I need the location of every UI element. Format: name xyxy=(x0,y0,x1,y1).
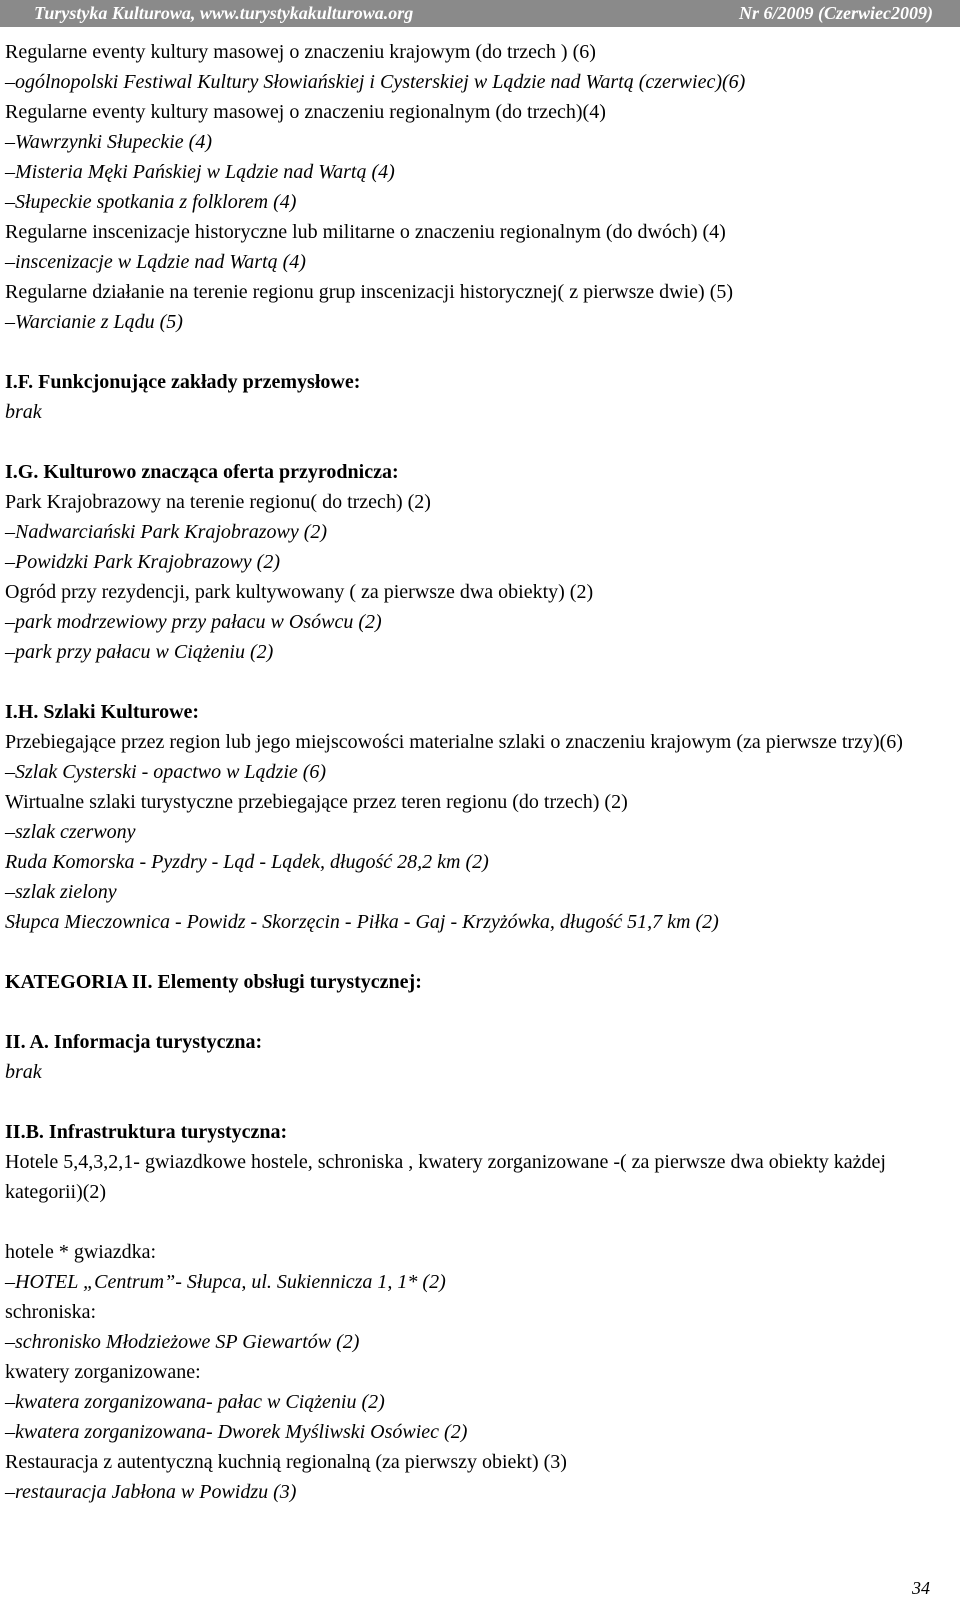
value-line: brak xyxy=(5,401,42,423)
section-heading: II.B. Infrastruktura turystyczna: xyxy=(5,1121,288,1143)
subcategory-label: hotele * gwiazdka: xyxy=(5,1241,157,1263)
page-body xyxy=(5,37,950,1507)
criterion-line: Restauracja z autentyczną kuchnią regionalną (za pierwszy obiekt) (3) xyxy=(5,1451,567,1473)
item-line: – szlak zielony xyxy=(5,877,950,907)
item-line: – ogólnopolski Festiwal Kultury Słowiańskiej i Cysterskiej w Lądzie nad Wartą (czerwiec)(6) xyxy=(5,67,950,97)
item-line: – kwatera zorganizowana- Dworek Myśliwski Osówiec (2) xyxy=(5,1417,950,1447)
criterion-line: Regularne eventy kultury masowej o znaczeniu regionalnym (do trzech)(4) xyxy=(5,101,606,123)
item-line: – restauracja Jabłona w Powidzu (3) xyxy=(5,1477,950,1507)
item-line: – Powidzki Park Krajobrazowy (2) xyxy=(5,547,950,577)
item-line: – Nadwarciański Park Krajobrazowy (2) xyxy=(5,517,950,547)
section-heading: I.G. Kulturowo znacząca oferta przyrodnicza: xyxy=(5,461,399,483)
item-line: – Wawrzynki Słupeckie (4) xyxy=(5,127,950,157)
item-line: – Warcianie z Lądu (5) xyxy=(5,307,950,337)
criterion-line: Wirtualne szlaki turystyczne przebiegające przez teren regionu (do trzech) (2) xyxy=(5,791,628,813)
route-line: Ruda Komorska - Pyzdry - Ląd - Lądek, długość 28,2 km (2) xyxy=(5,851,489,873)
subcategory-label: kwatery zorganizowane: xyxy=(5,1361,201,1383)
criterion-line: Regularne eventy kultury masowej o znaczeniu krajowym (do trzech ) (6) xyxy=(5,41,596,63)
route-line: Słupca Mieczownica - Powidz - Skorzęcin - Piłka - Gaj - Krzyżówka, długość 51,7 km (2) xyxy=(5,911,719,933)
criterion-line: Ogród przy rezydencji, park kultywowany ( za pierwsze dwa obiekty) (2) xyxy=(5,581,594,603)
item-line: – schronisko Młodzieżowe SP Giewartów (2) xyxy=(5,1327,950,1357)
criterion-line: Regularne inscenizacje historyczne lub militarne o znaczeniu regionalnym (do dwóch) (4) xyxy=(5,221,726,243)
value-line: brak xyxy=(5,1061,42,1083)
item-line: – Słupeckie spotkania z folklorem (4) xyxy=(5,187,950,217)
section-heading: I.H. Szlaki Kulturowe: xyxy=(5,701,200,723)
criterion-line: Hotele 5,4,3,2,1- gwiazdkowe hostele, schroniska , kwatery zorganizowane -( za pierwsze dwa obiekty każdej kategorii)(2) xyxy=(5,1151,886,1203)
item-line: – Misteria Męki Pańskiej w Lądzie nad Wartą (4) xyxy=(5,157,950,187)
item-line: – kwatera zorganizowana- pałac w Ciążeniu (2) xyxy=(5,1387,950,1417)
section-heading: II. A. Informacja turystyczna: xyxy=(5,1031,263,1053)
running-header xyxy=(0,0,960,27)
section-heading: I.F. Funkcjonujące zakłady przemysłowe: xyxy=(5,371,361,393)
subcategory-label: schroniska: xyxy=(5,1301,97,1323)
item-line: – HOTEL „Centrum”- Słupca, ul. Sukiennicza 1, 1* (2) xyxy=(5,1267,950,1297)
criterion-line: Regularne działanie na terenie regionu grup inscenizacji historycznej( z pierwsze dwie) (5) xyxy=(5,281,734,303)
criterion-line: Park Krajobrazowy na terenie regionu( do trzech) (2) xyxy=(5,491,431,513)
item-line: – park przy pałacu w Ciążeniu (2) xyxy=(5,637,950,667)
journal-title: Turystyka Kulturowa, www.turystykakulturowa.org xyxy=(34,3,414,23)
item-line: – Szlak Cysterski - opactwo w Lądzie (6) xyxy=(5,757,950,787)
page-number: 34 xyxy=(912,1578,930,1598)
item-line: – inscenizacje w Lądzie nad Wartą (4) xyxy=(5,247,950,277)
item-line: – park modrzewiowy przy pałacu w Osówcu (2) xyxy=(5,607,950,637)
item-line: – szlak czerwony xyxy=(5,817,950,847)
issue-number: Nr 6/2009 (Czerwiec2009) xyxy=(739,3,933,23)
category-heading: KATEGORIA II. Elementy obsługi turystycznej: xyxy=(5,971,422,993)
criterion-line: Przebiegające przez region lub jego miejscowości materialne szlaki o znaczeniu krajowym (za pierwsze trzy)(6) xyxy=(5,731,903,753)
